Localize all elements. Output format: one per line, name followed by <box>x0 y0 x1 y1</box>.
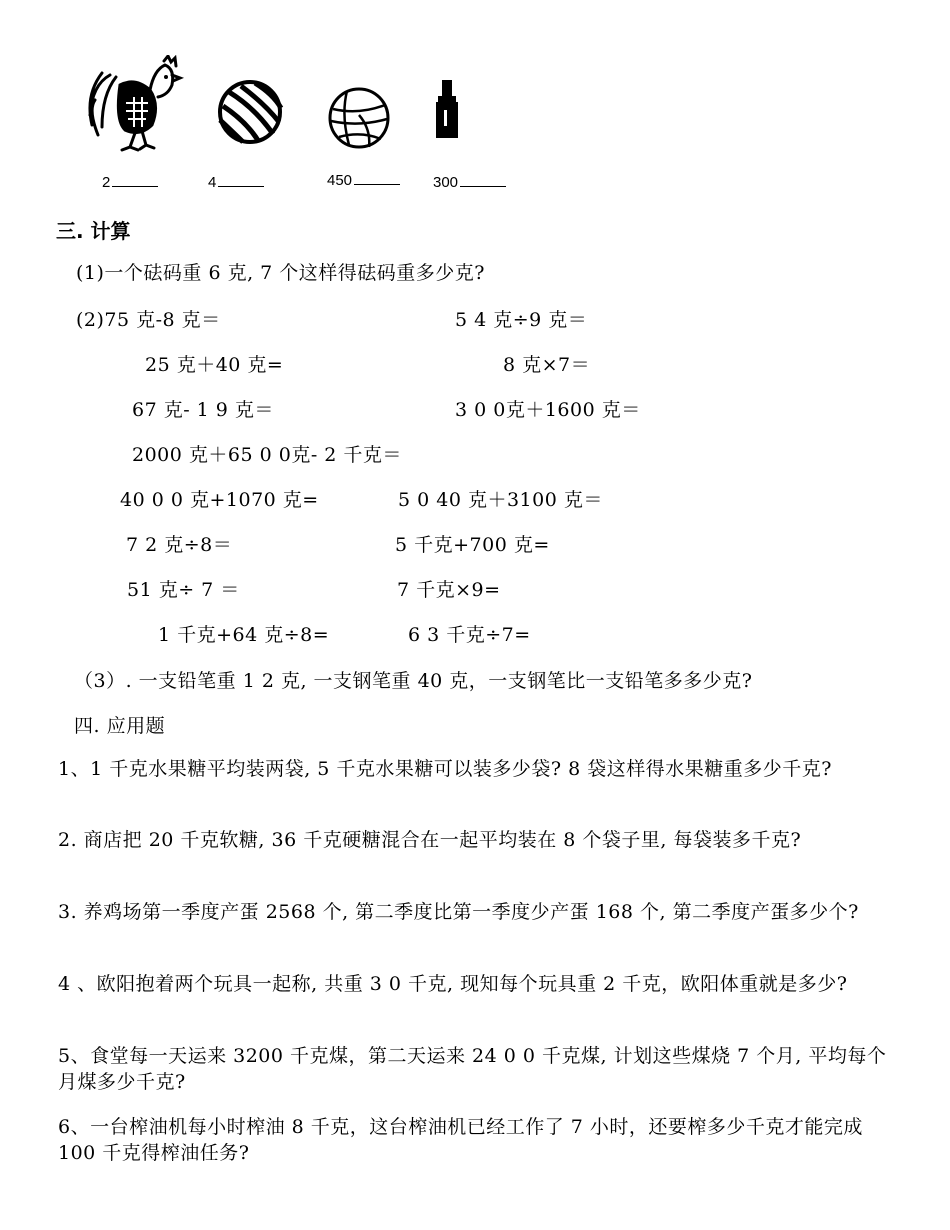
calc-row3-right: 3 0 0克＋1600 克＝ <box>455 399 641 421</box>
word-problem-4: 4 、欧阳抱着两个玩具一起称, 共重 3 0 千克, 现知每个玩具重 2 千克，欧阳体重就是多少? <box>58 973 848 995</box>
word-problem-5: 5、食堂每一天运来 3200 千克煤，第二天运来 24 0 0 千克煤, 计划这些煤烧 7 个月, 平均每个月煤多少千克? <box>58 1045 887 1093</box>
calc-row2-left: 25 克＋40 克= <box>145 354 284 376</box>
rooster-icon <box>80 55 185 155</box>
watermelon-icon <box>215 78 285 146</box>
calc-row3-left: 67 克- 1 9 克＝ <box>132 399 274 421</box>
word-problem-3: 3. 养鸡场第一季度产蛋 2568 个, 第二季度比第一季度少产蛋 168 个, 第二季度产蛋多少个? <box>58 901 859 923</box>
question-1: (1)一个砝码重 6 克, 7 个这样得砝码重多少克? <box>76 262 485 284</box>
picture-label-4: 300 <box>433 172 506 191</box>
word-problem-1: 1、1 千克水果糖平均装两袋, 5 千克水果糖可以装多少袋? 8 袋这样得水果糖重多少千克? <box>58 758 832 780</box>
calc-row4-left: 2000 克＋65 0 0克- 2 千克＝ <box>132 444 402 466</box>
question-3: （3）. 一支铅笔重 1 2 克, 一支钢笔重 40 克，一支钢笔比一支铅笔多多少克? <box>74 670 753 692</box>
section3-title: 三. 计算 <box>56 219 131 243</box>
calc-row5-left: 40 0 0 克+1070 克= <box>120 489 319 511</box>
calc-row6-right: 5 千克+700 克= <box>395 534 550 556</box>
calc-row1-right: 5 4 克÷9 克＝ <box>455 309 588 331</box>
picture-label-1: 2 <box>102 172 158 191</box>
picture-label-3: 450 <box>327 170 400 189</box>
calc-row6-left: 7 2 克÷8＝ <box>126 534 233 556</box>
word-problem-2: 2. 商店把 20 千克软糖, 36 千克硬糖混合在一起平均装在 8 个袋子里, 每袋装多千克? <box>58 829 802 851</box>
calc-row7-left: 51 克÷ 7 ＝ <box>127 579 240 601</box>
word-problem-6: 6、一台榨油机每小时榨油 8 千克，这台榨油机已经工作了 7 小时，还要榨多少千克才能完成 100 千克得榨油任务? <box>58 1116 863 1164</box>
calc-row8-right: 6 3 千克÷7= <box>408 624 531 646</box>
calc-row2-right: 8 克×7＝ <box>503 354 591 376</box>
volleyball-icon <box>325 85 393 151</box>
section4-title: 四. 应用题 <box>74 715 166 737</box>
calc-row7-right: 7 千克×9= <box>397 579 501 601</box>
calc-row5-right: 5 0 40 克＋3100 克＝ <box>398 489 603 511</box>
calc-row1-left: (2)75 克-8 克＝ <box>76 309 221 331</box>
picture-label-2: 4 <box>208 172 264 191</box>
calc-row8-left: 1 千克+64 克÷8= <box>158 624 330 646</box>
ink-bottle-icon <box>432 78 462 140</box>
